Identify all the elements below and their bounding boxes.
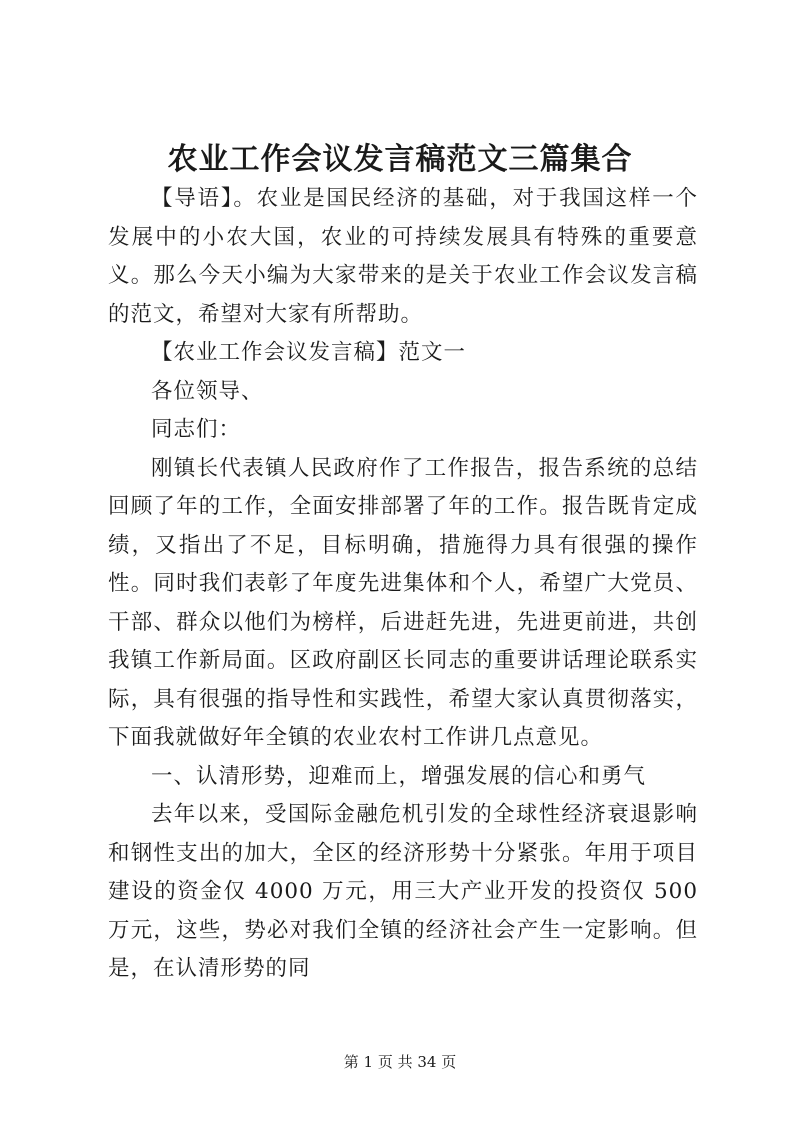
document-title: 农业工作会议发言稿范文三篇集合 <box>167 142 633 177</box>
section-heading: 【农业工作会议发言稿】范文一 <box>151 340 467 365</box>
salutation-line: 同志们： <box>151 417 242 442</box>
salutation-line: 各位领导、 <box>151 378 264 404</box>
subsection-heading: 一、认清形势，迎难而上，增强发展的信心和勇气 <box>151 763 647 789</box>
body-paragraph: 去年以来，受国际金融危机引发的全球性经济衰退影响和钢性支出的加大，全区的经济形势十分紧张。年用于项目建设的资金仅 4000 万元，用三大产业开发的投资仅 500 万元，这些，势必对我们全镇的经济社会产生一定影响。但是，在认清形势的同 <box>108 802 698 981</box>
body-paragraph: 刚镇长代表镇人民政府作了工作报告，报告系统的总结回顾了年的工作，全面安排部署了年的工作。报告既肯定成绩，又指出了不足，目标明确，措施得力具有很强的操作性。同时我们表彰了年度先进集体和个人，希望广大党员、干部、群众以他们为榜样，后进赶先进，先进更前进，共创我镇工作新局面。区政府副区长同志的重要讲话理论联系实际，具有很强的指导性和实践性，希望大家认真贯彻落实，下面我就做好年全镇的农业农村工作讲几点意见。 <box>108 455 698 750</box>
intro-paragraph: 【导语】。农业是国民经济的基础，对于我国这样一个发展中的小农大国，农业的可持续发展具有特殊的重要意义。那么今天小编为大家带来的是关于农业工作会议发言稿的范文，希望对大家有所帮助。 <box>108 186 698 327</box>
document-body <box>108 180 698 989</box>
page-footer: 第 1 页 共 34 页 <box>343 1053 457 1071</box>
